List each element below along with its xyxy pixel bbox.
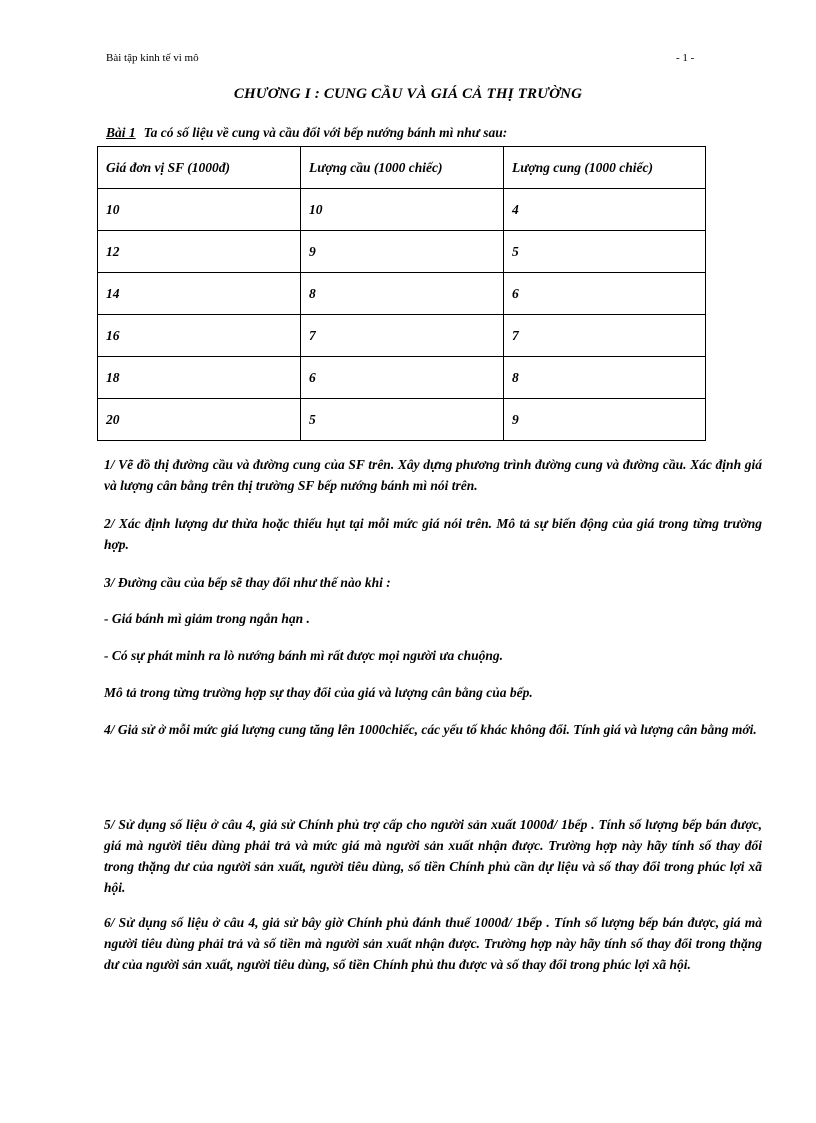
question-4: 4/ Giả sử ở mỗi mức giá lượng cung tăng lên 1000chiếc, các yếu tố khác không đổi. Tính giá và lượng cân bằng mới.	[104, 722, 757, 737]
table-header-row	[98, 147, 706, 189]
cell-supply: 6	[504, 273, 706, 315]
question-5: 5/ Sử dụng số liệu ở câu 4, giả sử Chính phủ trợ cấp cho người sản xuất 1000đ/ 1bếp . Tính số lượng bếp bán được, giá mà người tiêu dùng phải trả và mức giá mà người sản xuất nhận được. Trường hợp này hãy tính số thay đổi trong thặng dư của người sản xuất, người tiêu dùng, số tiền Chính phủ cần dự liệu và số thay đổi trong phúc lợi xã hội.	[104, 817, 762, 895]
table-row	[98, 357, 706, 399]
question-3-item-b: - Có sự phát minh ra lò nướng bánh mì rất được mọi người ưa chuộng.	[104, 648, 504, 663]
exercise-intro-text: Ta có số liệu về cung và cầu đối với bếp nướng bánh mì như sau:	[143, 125, 508, 140]
table-row	[98, 273, 706, 315]
cell-demand: 6	[301, 357, 504, 399]
cell-demand: 9	[301, 231, 504, 273]
page-number: - 1 -	[676, 52, 695, 64]
header-quantity-supplied: Lượng cung (1000 chiếc)	[504, 147, 706, 189]
cell-price: 10	[98, 189, 301, 231]
cell-price: 14	[98, 273, 301, 315]
exercise-label: Bài 1	[106, 125, 136, 140]
question-3-item-a: - Giá bánh mì giảm trong ngắn hạn .	[104, 611, 310, 626]
table-row	[98, 315, 706, 357]
question-1: 1/ Vẽ đồ thị đường cầu và đường cung của SF trên. Xây dựng phương trình đường cung và đường cầu. Xác định giá và lượng cân bằng trên thị trường SF bếp nướng bánh mì nói trên.	[104, 457, 762, 493]
table-row	[98, 399, 706, 441]
cell-supply: 4	[504, 189, 706, 231]
exercise-intro	[106, 125, 507, 141]
supply-demand-table	[97, 146, 706, 441]
cell-price: 12	[98, 231, 301, 273]
chapter-title: CHƯƠNG I : CUNG CẦU VÀ GIÁ CẢ THỊ TRƯỜNG	[233, 86, 583, 102]
cell-supply: 5	[504, 231, 706, 273]
table-row	[98, 189, 706, 231]
cell-price: 16	[98, 315, 301, 357]
cell-supply: 8	[504, 357, 706, 399]
question-6: 6/ Sử dụng số liệu ở câu 4, giả sử bây giờ Chính phủ đánh thuế 1000đ/ 1bếp . Tính số lượng bếp bán được, giá mà người tiêu dùng phải trả và số tiền mà người sản xuất nhận được. Trường hợp này hãy tính số thay đổi trong thặng dư của người sản xuất, người tiêu dùng, số tiền Chính phủ thu được và số thay đổi trong phúc lợi xã hội.	[104, 915, 762, 972]
cell-demand: 5	[301, 399, 504, 441]
cell-price: 20	[98, 399, 301, 441]
header-price: Giá đơn vị SF (1000đ)	[98, 147, 301, 189]
cell-demand: 7	[301, 315, 504, 357]
cell-price: 18	[98, 357, 301, 399]
header-quantity-demanded: Lượng cầu (1000 chiếc)	[301, 147, 504, 189]
question-3-note: Mô tả trong từng trường hợp sự thay đổi của giá và lượng cân bằng của bếp.	[104, 685, 533, 700]
cell-demand: 8	[301, 273, 504, 315]
question-2: 2/ Xác định lượng dư thừa hoặc thiếu hụt tại mỗi mức giá nói trên. Mô tả sự biến động của giá trong từng trường hợp.	[104, 516, 762, 552]
cell-demand: 10	[301, 189, 504, 231]
cell-supply: 9	[504, 399, 706, 441]
running-header: Bài tập kinh tế vi mô	[106, 52, 199, 64]
table-row	[98, 231, 706, 273]
cell-supply: 7	[504, 315, 706, 357]
question-3: 3/ Đường cầu của bếp sẽ thay đổi như thế nào khi :	[104, 575, 391, 590]
